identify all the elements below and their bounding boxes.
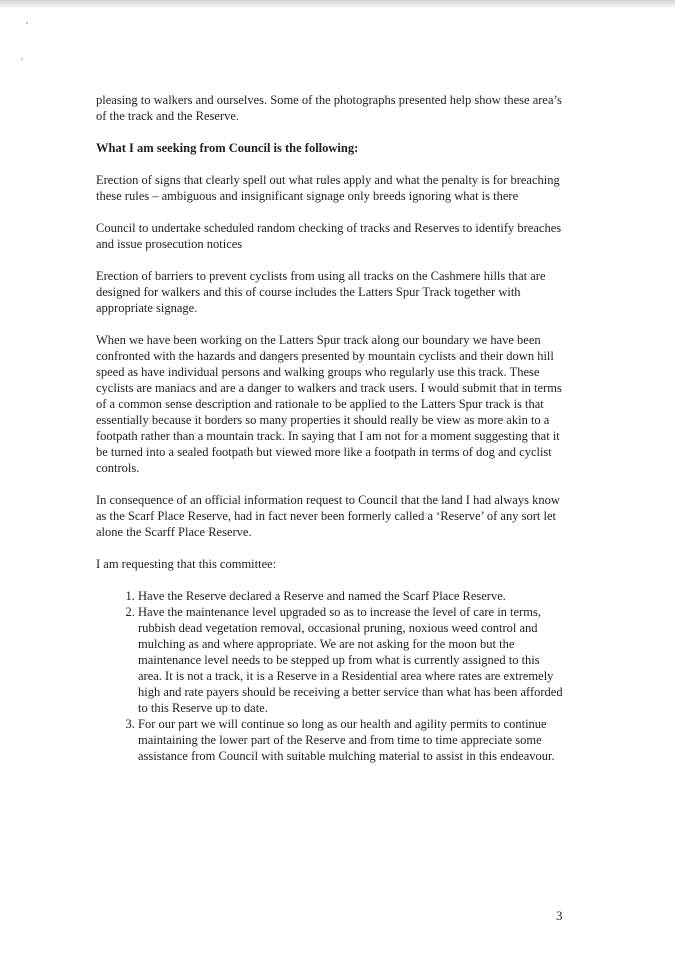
paragraph-photographs: pleasing to walkers and ourselves. Some of the photographs presented help show these area’s of the track and the Reserve. xyxy=(96,93,562,123)
paragraph-signs: Erection of signs that clearly spell out what rules apply and what the penalty is for breaching these rules – ambiguous and insignificant signage only breeds ignoring what is there xyxy=(96,173,560,203)
paragraph-requesting: I am requesting that this committee: xyxy=(96,557,277,571)
paragraph-checking: Council to undertake scheduled random checking of tracks and Reserves to identify breaches and issue prosecution notices xyxy=(96,221,562,251)
scan-edge-shadow xyxy=(0,0,675,7)
request-item: 2. Have the maintenance level upgraded so as to increase the level of care in terms, rubbish dead vegetation removal, occasional pruning, noxious weed control and mulching as and where appropriate. We are not asking for the moon but the maintenance level needs to be stepped up from what is currently assigned to this area. It is not a track, it is a Reserve in a Residential area where rates are extremely high and rate payers should be receiving a better service than what has been afforded to this Reserve up to date. xyxy=(138,604,566,716)
page-number: 3 xyxy=(556,908,563,923)
request-item: 1. Have the Reserve declared a Reserve and named the Scarf Place Reserve. xyxy=(138,588,566,604)
paragraph-barriers: Erection of barriers to prevent cyclists from using all tracks on the Cashmere hills that are designed for walkers and this of course includes the Latters Spur Track together with appropriate signage. xyxy=(96,269,546,315)
paragraph-latters-spur: When we have been working on the Latters Spur track along our boundary we have been confronted with the hazards and dangers presented by mountain cyclists and their down hill speed as have individual persons and walking groups who regularly use this track. These cyclists are maniacs and are a danger to walkers and track users. I would submit that in terms of a common sense description and rationale to be applied to the Latters Spur track is that essentially because it borders so many properties it should really be view as more akin to a footpath rather than a mountain track. In saying that I am not for a moment suggesting that it be turned into a sealed footpath but viewed more like a footpath in terms of dog and cyclist controls. xyxy=(96,333,562,475)
scan-speck xyxy=(21,58,23,60)
paragraph-information-request: In consequence of an official information request to Council that the land I had always know as the Scarf Place Reserve, had in fact never been formerly called a ‘Reserve’ of any sort let alone the Scarff Place Reserve. xyxy=(96,493,560,539)
section-heading: What I am seeking from Council is the following: xyxy=(96,141,359,155)
request-item: 3. For our part we will continue so long as our health and agility permits to continue maintaining the lower part of the Reserve and from time to time appreciate some assistance from Council with suitable mulching material to assist in this endeavour. xyxy=(138,716,566,764)
document-body xyxy=(96,92,566,764)
request-list xyxy=(96,588,566,764)
scan-speck xyxy=(26,22,28,24)
